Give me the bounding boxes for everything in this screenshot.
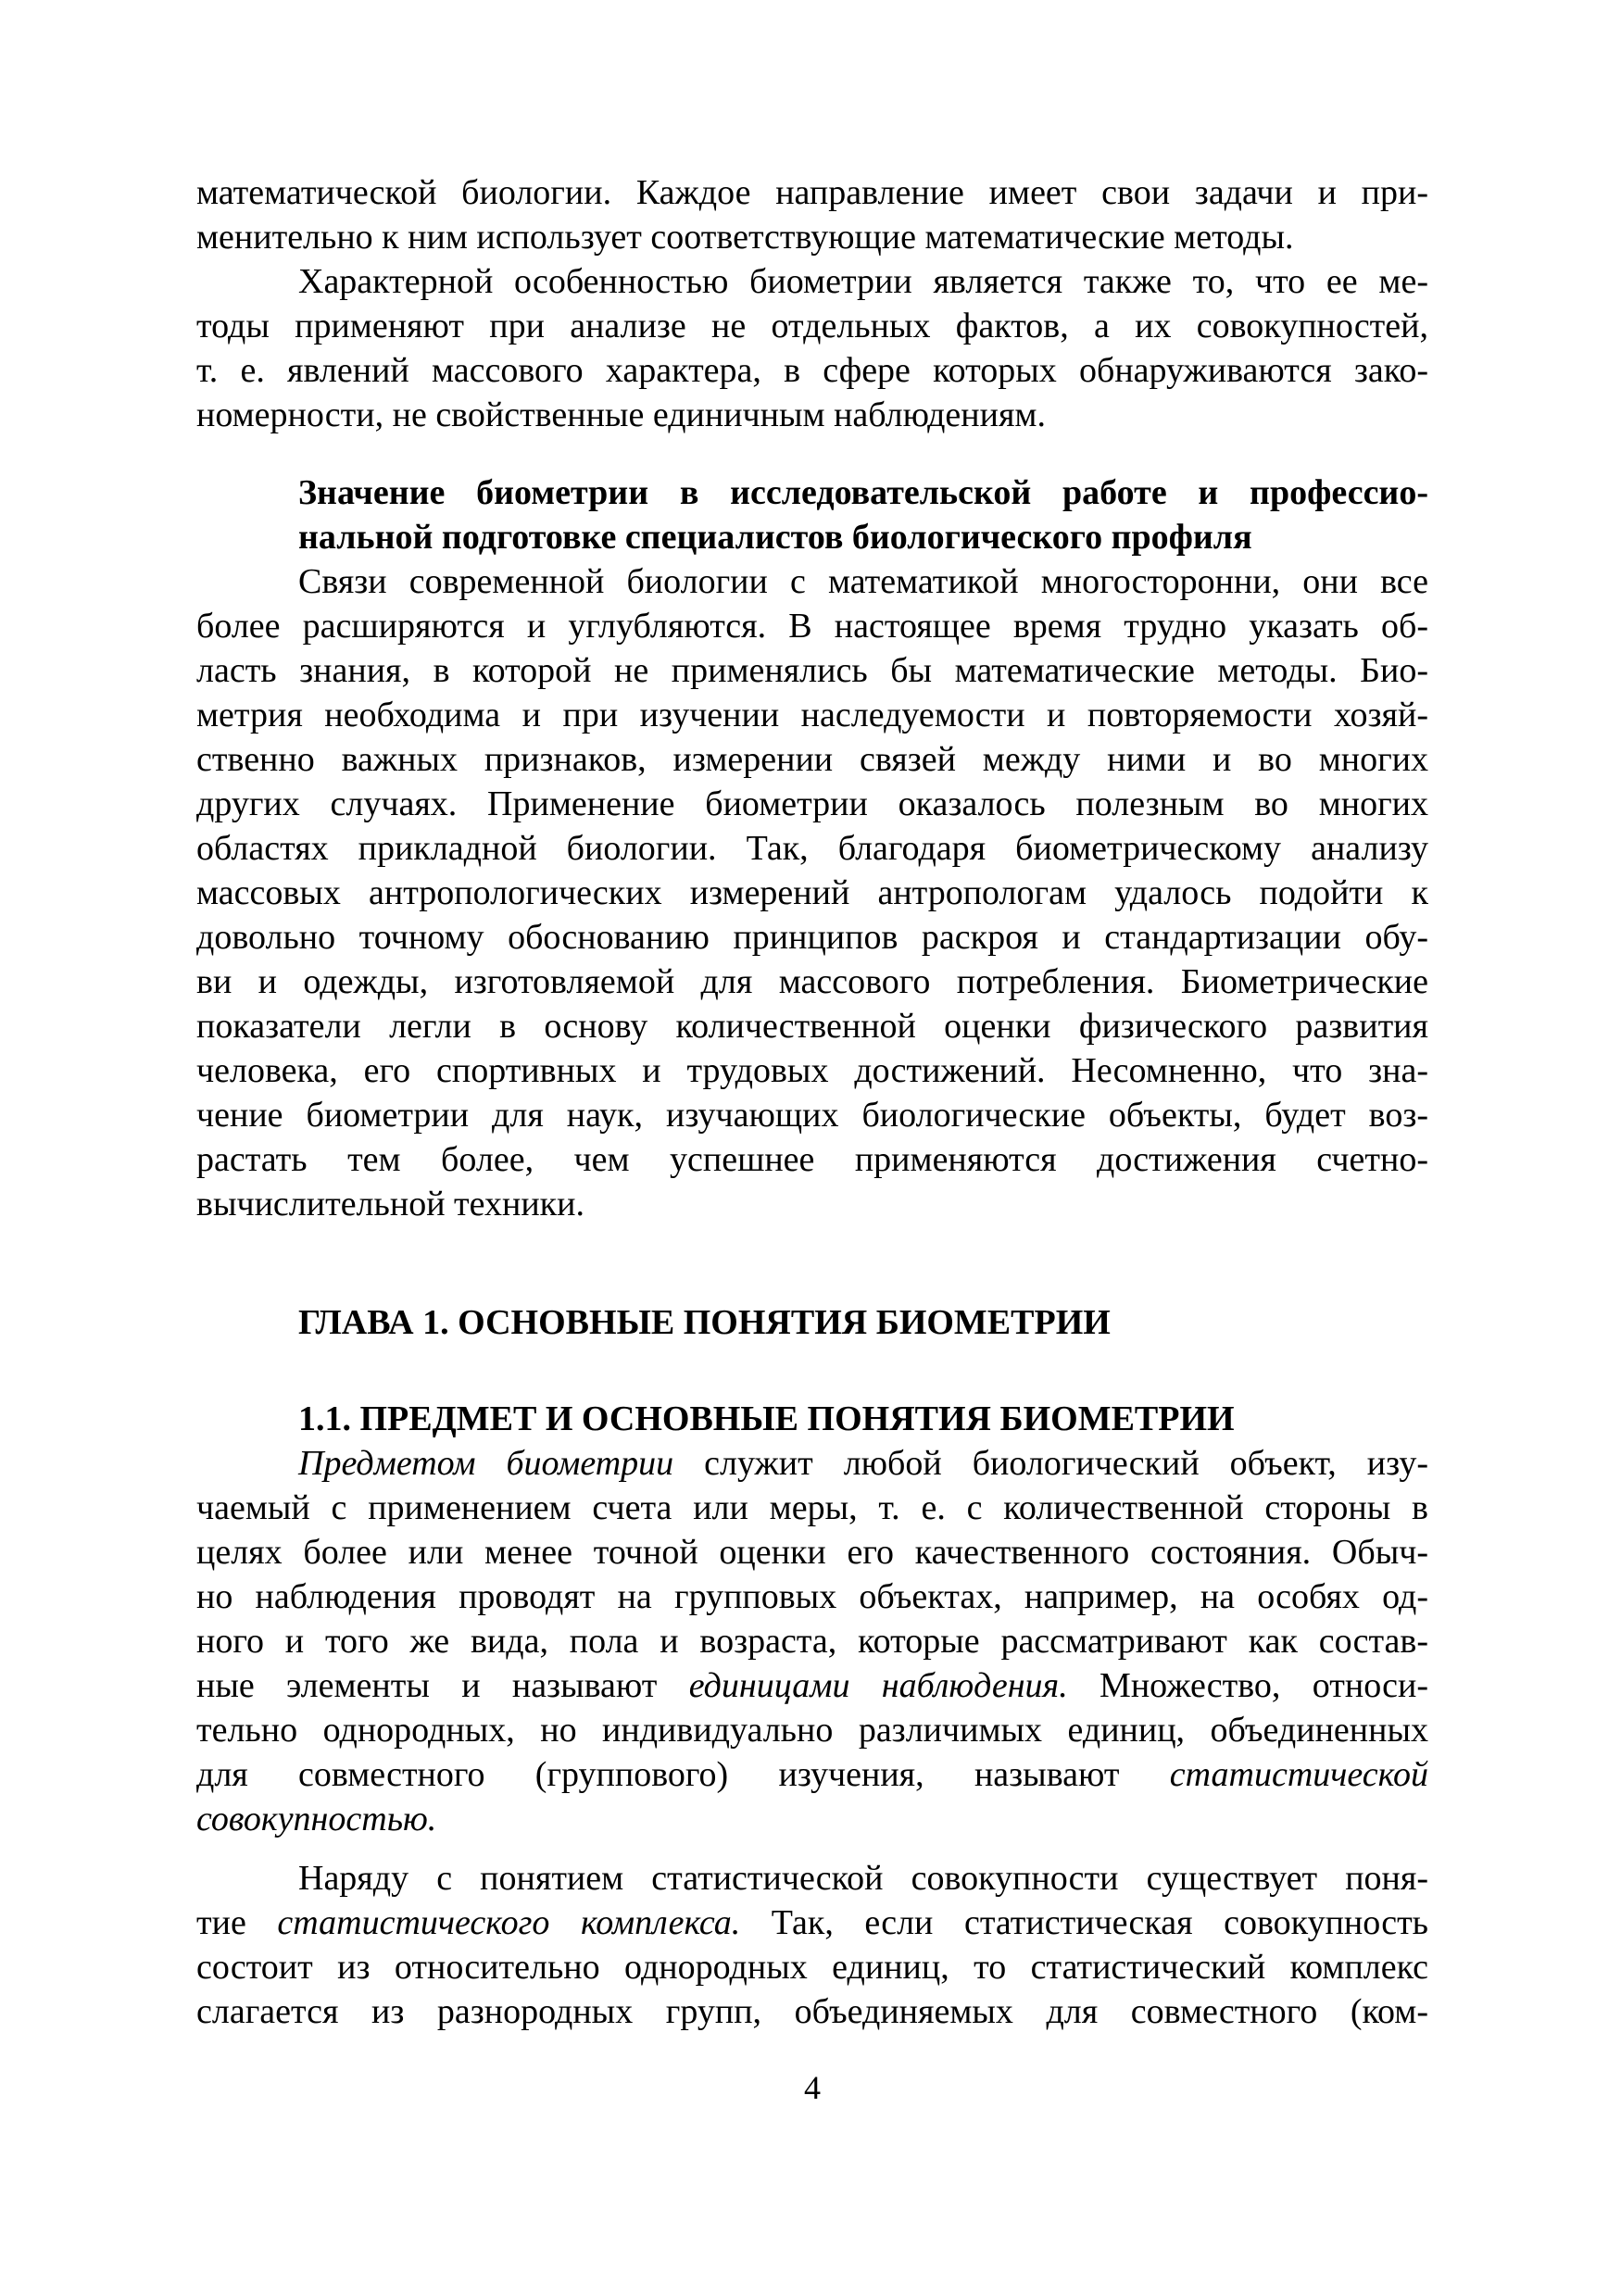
intro-p2-line-3: т. е. явлений массового характера, в сфере которых обнаруживаются зако- xyxy=(196,351,1428,390)
significance-line-2: более расширяются и углубляются. В настоящее время трудно указать об- xyxy=(196,607,1428,646)
s11-p1-line-6 xyxy=(196,1663,1428,1708)
page-number: 4 xyxy=(804,2069,821,2106)
significance-line-10: ви и одежды, изготовляемой для массового потребления. Биометрические xyxy=(196,962,1428,1001)
term-subject-of-biometry: Предметом биометрии xyxy=(298,1444,674,1483)
significance-line-8: массовых антропологических измерений антропологам удалось подойти к xyxy=(196,873,1428,912)
s11-p2-line-2-end: Так, если статистическая совокупность xyxy=(740,1903,1428,1942)
significance-line-13: чение биометрии для наук, изучающих биологические объекты, будет воз- xyxy=(196,1096,1428,1135)
s11-p1-line-8-start: для совместного (группового) изучения, называют xyxy=(196,1755,1170,1794)
s11-p1-line-4: но наблюдения проводят на групповых объектах, например, на особях од- xyxy=(196,1577,1428,1616)
s11-p1-line-8 xyxy=(196,1752,1428,1797)
term-population: совокупностью. xyxy=(196,1800,437,1838)
section-1-1-title: 1.1. ПРЕДМЕТ И ОСНОВНЫЕ ПОНЯТИЯ БИОМЕТРИИ xyxy=(298,1399,1235,1438)
section-significance-title-line-2: нальной подготовке специалистов биологического профиля xyxy=(298,518,1252,557)
s11-p1-line-6-end: Множество, относи- xyxy=(1067,1666,1428,1705)
s11-p2-line-4: слагается из разнородных групп, объединяемых для совместного (ком- xyxy=(196,1992,1428,2031)
intro-p2-line-1: Характерной особенностью биометрии является также то, что ее ме- xyxy=(298,262,1428,301)
s11-p1-line-5: ного и того же вида, пола и возраста, которые рассматривают как состав- xyxy=(196,1622,1428,1661)
s11-p1-line-3: целях более или менее точной оценки его качественного состояния. Обыч- xyxy=(196,1533,1428,1572)
significance-line-3: ласть знания, в которой не применялись бы математические методы. Био- xyxy=(196,651,1428,690)
significance-line-7: областях прикладной биологии. Так, благодаря биометрическому анализу xyxy=(196,829,1428,868)
s11-p2-line-2 xyxy=(196,1901,1428,1945)
s11-p2-line-2-start: тие xyxy=(196,1903,278,1942)
significance-line-9: довольно точному обоснованию принципов раскроя и стандартизации обу- xyxy=(196,918,1428,957)
s11-p1-line-6-start: ные элементы и называют xyxy=(196,1666,689,1705)
term-statistical: статистической xyxy=(1169,1755,1428,1794)
s11-p2-line-1: Наряду с понятием статистической совокупности существует поня- xyxy=(298,1859,1428,1898)
s11-p1-line-1 xyxy=(298,1441,1428,1486)
intro-line-1: математической биологии. Каждое направление имеет свои задачи и при- xyxy=(196,173,1428,212)
significance-line-1: Связи современной биологии с математикой многосторонни, они все xyxy=(298,562,1428,601)
document-page xyxy=(196,0,1428,2296)
intro-line-2: менительно к ним использует соответствующие математические методы. xyxy=(196,218,1294,257)
term-observation-units: единицами наблюдения. xyxy=(688,1666,1068,1705)
s11-p1-line-2: чаемый с применением счета или меры, т. е. с количественной стороны в xyxy=(196,1488,1428,1527)
term-statistical-complex: статистического комплекса. xyxy=(277,1903,741,1942)
s11-p1-line-7: тельно однородных, но индивидуально различимых единиц, объединенных xyxy=(196,1711,1428,1750)
intro-p2-line-2: тоды применяют при анализе не отдельных фактов, а их совокупностей, xyxy=(196,307,1428,345)
significance-line-11: показатели легли в основу количественной оценки физического развития xyxy=(196,1007,1428,1046)
intro-p2-line-4: номерности, не свойственные единичным наблюдениям. xyxy=(196,395,1046,434)
section-significance-title-line-1: Значение биометрии в исследовательской работе и профессио- xyxy=(298,473,1428,512)
significance-line-15: вычислительной техники. xyxy=(196,1185,584,1223)
significance-line-12: человека, его спортивных и трудовых достижений. Несомненно, что зна- xyxy=(196,1051,1428,1090)
s11-p2-line-3: состоит из относительно однородных единиц, то статистический комплекс xyxy=(196,1948,1428,1987)
significance-line-14: растать тем более, чем успешнее применяются достижения счетно- xyxy=(196,1140,1428,1179)
significance-line-4: метрия необходима и при изучении наследуемости и повторяемости хозяй- xyxy=(196,696,1428,734)
chapter-title: ГЛАВА 1. ОСНОВНЫЕ ПОНЯТИЯ БИОМЕТРИИ xyxy=(298,1303,1111,1342)
significance-line-6: других случаях. Применение биометрии оказалось полезным во многих xyxy=(196,784,1428,823)
s11-p1-line-1-rest: служит любой биологический объект, изу- xyxy=(673,1444,1428,1483)
significance-line-5: ственно важных признаков, измерении связей между ними и во многих xyxy=(196,740,1428,779)
